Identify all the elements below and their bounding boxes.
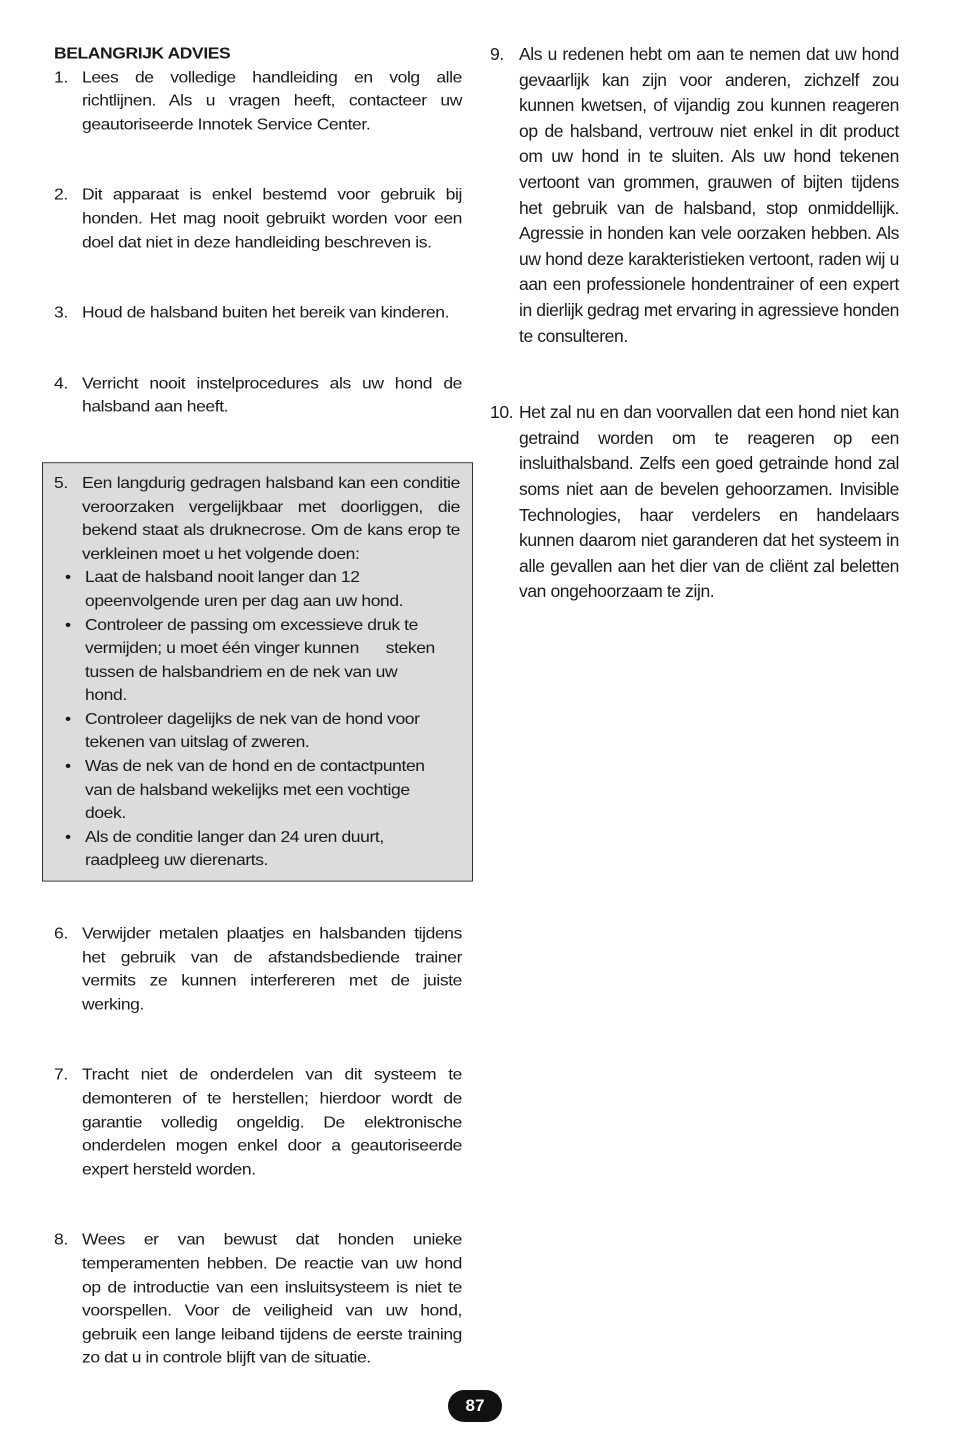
advice-item-9 <box>490 42 899 349</box>
bullet-icon: • <box>65 567 71 587</box>
advice-item-3 <box>54 301 462 325</box>
item-text: Het zal nu en dan voorvallen dat een hond niet kan getraind worden om te reageren op een insluithalsband. Zelfs een goed getrainde hond zal soms niet aan de bevelen gehoorzamen. Invisible Technologies, haar verdelers en handelaars kunnen daarom niet garanderen dat het systeem in alle gevallen aan het dier van de cliënt zal beletten van ongehoorzaam te zijn. <box>519 402 899 602</box>
item-number: 3. <box>54 302 68 322</box>
item-text: Als u redenen hebt om aan te nemen dat uw hond gevaarlijk kan zijn voor anderen, zichzelf zou kunnen kwetsen, of vijandig zou kunnen reageren op de halsband, vertrouw niet enkel in dit product om uw hond in te sluiten. Als uw hond tekenen vertoont van grommen, grauwen of bijten tijdens het gebruik van de halsband, stop onmiddellijk. Agressie in honden kan vele oorzaken hebben. Als uw hond deze karakteristieken vertoont, raden wij u aan een professionele hondentrainer of een expert in dierlijk gedrag met ervaring in agressieve honden te consulteren. <box>519 44 899 346</box>
bullet-item <box>54 825 472 872</box>
warning-box <box>42 462 473 881</box>
page-number-badge: 87 <box>448 1390 502 1422</box>
bullet-text: Was de nek van de hond en de contactpunten van de halsband wekelijks met een vochtige doek. <box>85 756 425 822</box>
advice-item-6 <box>54 922 462 1016</box>
advice-item-7 <box>54 1064 462 1182</box>
advice-item-4 <box>54 372 462 419</box>
item-text: Lees de volledige handleiding en volg alle richtlijnen. Als u vragen heeft, contacteer uw geautoriseerde Innotek Service Center. <box>82 67 462 134</box>
item-text: Houd de halsband buiten het bereik van kinderen. <box>82 302 450 322</box>
bullet-icon: • <box>65 614 71 634</box>
bullet-icon: • <box>65 827 71 846</box>
item-number: 4. <box>54 373 68 392</box>
advice-item-1 <box>54 66 462 137</box>
section-heading: BELANGRIJK ADVIES <box>54 43 231 63</box>
advice-item-2 <box>54 183 462 254</box>
item-number: 10. <box>490 402 514 423</box>
right-column <box>490 42 899 605</box>
bullet-item <box>54 707 472 754</box>
bullet-item <box>54 754 472 825</box>
bullet-icon: • <box>65 756 71 775</box>
item-number: 7. <box>54 1065 68 1084</box>
item-number: 1. <box>54 67 68 86</box>
advice-item-8 <box>54 1228 462 1370</box>
bullet-text: Controleer dagelijks de nek van de hond voor tekenen van uitslag of zweren. <box>85 709 420 752</box>
item-text: Wees er van bewust dat honden unieke temperamenten hebben. De reactie van uw hond op de introductie van een insluitsysteem is niet te voorspellen. Voor de veiligheid van uw hond, gebruik een lange leiband tijdens de eerste training zo dat u in controle blijft van de situatie. <box>82 1230 462 1367</box>
item-text: Een langdurig gedragen halsband kan een conditie veroorzaken vergelijkbaar met doorliggen, die bekend staat als druknecrose. Om de kans erop te verkleinen moet u het volgende doen: <box>82 473 460 563</box>
bullet-icon: • <box>65 709 71 728</box>
bullet-list <box>54 566 472 873</box>
bullet-text: Laat de halsband nooit langer dan 12 opeenvolgende uren per dag aan uw hond. <box>85 567 404 610</box>
item-text: Dit apparaat is enkel bestemd voor gebruik bij honden. Het mag nooit gebruikt worden voor een doel dat niet in deze handleiding beschreven is. <box>82 185 462 251</box>
item-text: Verricht nooit instelprocedures als uw hond de halsband aan heeft. <box>82 373 462 416</box>
item-number: 9. <box>490 44 504 64</box>
item-text: Verwijder metalen plaatjes en halsbanden tijdens het gebruik van de afstandsbediende trainer vermits ze kunnen interfereren met de juiste werking. <box>82 924 462 1014</box>
item-number: 6. <box>54 924 68 943</box>
bullet-item <box>54 566 472 613</box>
item-number: 8. <box>54 1230 68 1249</box>
left-column <box>54 42 462 1370</box>
bullet-text: Als de conditie langer dan 24 uren duurt, raadpleeg uw dierenarts. <box>85 827 384 870</box>
advice-item-10 <box>490 400 899 605</box>
bullet-text: Controleer de passing om excessieve druk te vermijden; u moet één vinger kunnen steken tussen de halsbandriem en de nek van uw hond. <box>85 614 440 704</box>
item-text: Tracht niet de onderdelen van dit systeem te demonteren of te herstellen; hierdoor wordt de garantie volledig ongeldig. De elektronische onderdelen mogen enkel door a geautoriseerde expert hersteld worden. <box>82 1065 462 1179</box>
item-number: 2. <box>54 185 68 204</box>
bullet-item <box>54 613 472 707</box>
advice-item-5 <box>54 471 472 565</box>
item-number: 5. <box>54 473 68 492</box>
